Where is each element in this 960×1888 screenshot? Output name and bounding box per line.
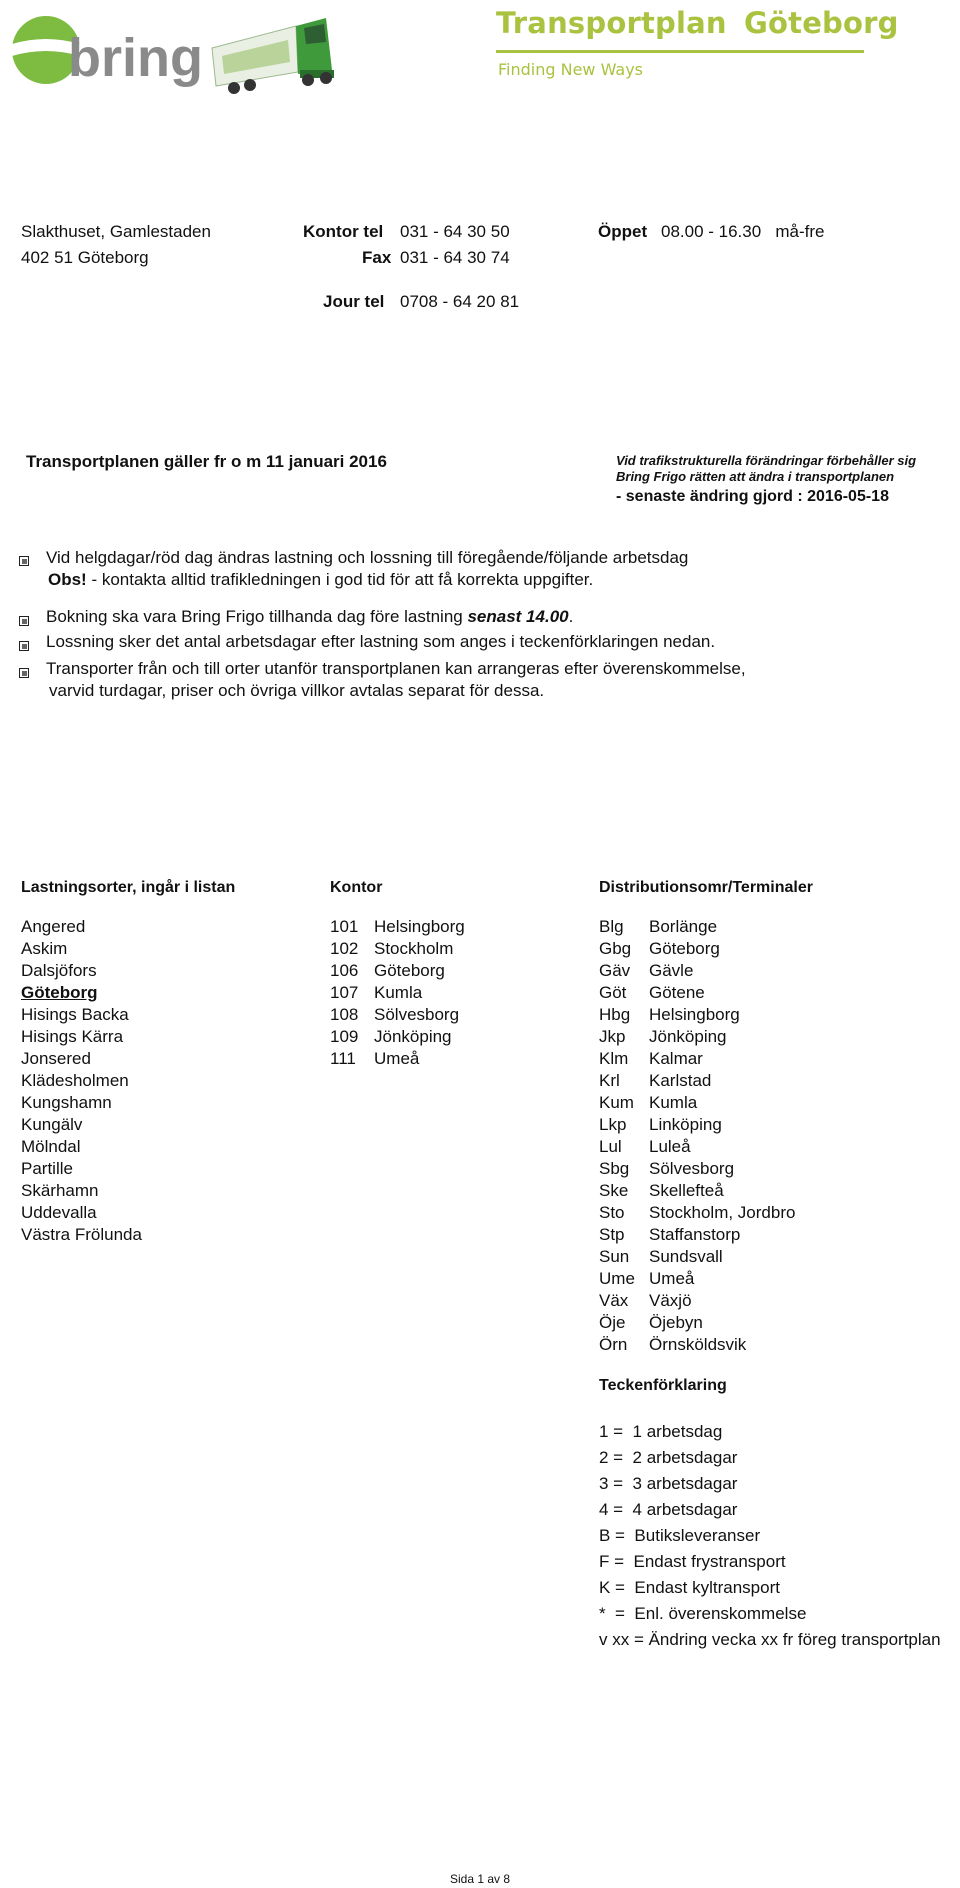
list-item: Kungälv bbox=[21, 1115, 83, 1134]
office-code: 108 bbox=[330, 1005, 359, 1024]
page-number: Sida 1 av 8 bbox=[449, 1872, 511, 1886]
legend-item: B = Butiksleveranser bbox=[599, 1526, 761, 1545]
truck-image bbox=[208, 12, 354, 104]
legend-item: 4 = 4 arbetsdagar bbox=[599, 1500, 738, 1519]
legend-item: F = Endast frystransport bbox=[599, 1552, 786, 1571]
terminal-code: Väx bbox=[599, 1291, 629, 1310]
terminal-name: Luleå bbox=[649, 1137, 691, 1156]
list-item: Klädesholmen bbox=[21, 1071, 129, 1090]
logo-text: bring bbox=[68, 28, 203, 88]
obs-label: Obs! bbox=[48, 570, 87, 589]
terminal-code: Hbg bbox=[599, 1005, 631, 1024]
list-item bbox=[330, 1026, 465, 1048]
legend-item: 3 = 3 arbetsdagar bbox=[599, 1474, 738, 1493]
terminal-code: Sun bbox=[599, 1247, 630, 1266]
terminal-code: Blg bbox=[599, 917, 624, 936]
list-item bbox=[599, 960, 795, 982]
terminal-code: Öje bbox=[599, 1313, 626, 1332]
jour-label: Jour tel bbox=[323, 292, 385, 311]
terminal-code: Göt bbox=[599, 983, 627, 1002]
header-tagline: Finding New Ways bbox=[498, 60, 643, 79]
loading-list bbox=[21, 916, 142, 1246]
terminal-name: Götene bbox=[649, 983, 705, 1002]
office-code: 106 bbox=[330, 961, 359, 980]
legend-list bbox=[599, 1419, 941, 1653]
terminal-name: Göteborg bbox=[649, 939, 720, 958]
booking-end: . bbox=[568, 607, 574, 626]
office-name: Sölvesborg bbox=[374, 1005, 460, 1024]
list-item: Askim bbox=[21, 939, 68, 958]
terminal-name: Örnsköldsvik bbox=[649, 1335, 747, 1354]
list-item bbox=[599, 1180, 795, 1202]
terminal-code: Sto bbox=[599, 1203, 625, 1222]
terminal-code: Lul bbox=[599, 1137, 622, 1156]
booking-deadline: senast 14.00 bbox=[467, 607, 569, 626]
terminal-code: Gbg bbox=[599, 939, 632, 958]
office-label: Kontor tel bbox=[303, 222, 384, 241]
terminal-code: Krl bbox=[599, 1071, 620, 1090]
list-item bbox=[330, 938, 465, 960]
office-name: Stockholm bbox=[374, 939, 454, 958]
list-item: Hisings Backa bbox=[21, 1005, 129, 1024]
list-item: Uddevalla bbox=[21, 1203, 97, 1222]
list-item bbox=[330, 982, 465, 1004]
rule-outside-plan-2: varvid turdagar, priser och övriga villkor avtalas separat för dessa. bbox=[49, 681, 545, 700]
list-item: Mölndal bbox=[21, 1137, 81, 1156]
terminal-code: Jkp bbox=[599, 1027, 626, 1046]
list-item bbox=[330, 1048, 465, 1070]
terminal-name: Helsingborg bbox=[649, 1005, 740, 1024]
list-item: Angered bbox=[21, 917, 86, 936]
bullet-icon bbox=[19, 668, 29, 678]
header-city: Göteborg bbox=[744, 6, 899, 40]
obs-text: - kontakta alltid trafikledningen i god tid för att få korrekta uppgifter. bbox=[86, 570, 594, 589]
list-item bbox=[599, 1114, 795, 1136]
list-item bbox=[21, 982, 142, 1004]
terminal-name: Linköping bbox=[649, 1115, 722, 1134]
terminal-code: Örn bbox=[599, 1335, 628, 1354]
terminal-name: Öjebyn bbox=[649, 1313, 703, 1332]
list-item bbox=[599, 982, 795, 1004]
terminal-code: Ske bbox=[599, 1181, 629, 1200]
office-code: 109 bbox=[330, 1027, 359, 1046]
terminal-list bbox=[599, 916, 795, 1356]
rule-unloading: Lossning sker det antal arbetsdagar efter lastning som anges i teckenförklaringen nedan. bbox=[46, 632, 716, 651]
list-item bbox=[599, 1026, 795, 1048]
list-item bbox=[599, 1202, 795, 1224]
legend-item: 2 = 2 arbetsdagar bbox=[599, 1448, 738, 1467]
list-item: Hisings Kärra bbox=[21, 1027, 124, 1046]
list-item bbox=[599, 1004, 795, 1026]
office-list bbox=[330, 916, 465, 1070]
office-name: Jönköping bbox=[374, 1027, 452, 1046]
list-item bbox=[599, 1158, 795, 1180]
terminal-name: Stockholm, Jordbro bbox=[649, 1203, 796, 1222]
dist-heading: Distributionsomr/Terminaler bbox=[599, 879, 813, 896]
rule-holiday-note bbox=[48, 570, 593, 590]
terminal-name: Kalmar bbox=[649, 1049, 703, 1068]
office-name: Göteborg bbox=[374, 961, 445, 980]
loading-heading: Lastningsorter, ingår i listan bbox=[21, 879, 236, 896]
terminal-code: Lkp bbox=[599, 1115, 627, 1134]
legend-item: K = Endast kyltransport bbox=[599, 1578, 780, 1597]
list-item: Västra Frölunda bbox=[21, 1225, 142, 1244]
open-label: Öppet bbox=[598, 222, 648, 241]
jour-phone: 0708 - 64 20 81 bbox=[400, 292, 520, 311]
terminal-name: Växjö bbox=[649, 1291, 692, 1310]
office-heading: Kontor bbox=[330, 879, 383, 896]
list-item bbox=[599, 938, 795, 960]
list-item bbox=[599, 1070, 795, 1092]
legend-heading: Teckenförklaring bbox=[599, 1377, 727, 1394]
office-phone: 031 - 64 30 50 bbox=[400, 222, 510, 241]
change-note-2: Bring Frigo rätten att ändra i transportplanen bbox=[616, 469, 895, 484]
open-hours: 08.00 - 16.30 må-fre bbox=[661, 222, 825, 241]
terminal-name: Borlänge bbox=[649, 917, 718, 936]
bullet-icon bbox=[19, 556, 29, 566]
list-item bbox=[599, 1290, 795, 1312]
list-item bbox=[599, 1246, 795, 1268]
fax-label: Fax bbox=[362, 248, 392, 267]
booking-text: Bokning ska vara Bring Frigo tillhanda dag före lastning bbox=[46, 607, 468, 626]
bullet-icon bbox=[19, 641, 29, 651]
rule-booking bbox=[46, 607, 573, 627]
list-item bbox=[599, 1224, 795, 1246]
header-title: Transportplan bbox=[496, 6, 727, 40]
office-name: Kumla bbox=[374, 983, 423, 1002]
list-item bbox=[599, 1136, 795, 1158]
office-name: Helsingborg bbox=[374, 917, 465, 936]
office-code: 102 bbox=[330, 939, 359, 958]
list-item: Jonsered bbox=[21, 1049, 91, 1068]
terminal-code: Kum bbox=[599, 1093, 634, 1112]
list-item: Skärhamn bbox=[21, 1181, 99, 1200]
terminal-name: Staffanstorp bbox=[649, 1225, 741, 1244]
terminal-code: Gäv bbox=[599, 961, 631, 980]
header-rule bbox=[496, 50, 864, 53]
terminal-name: Kumla bbox=[649, 1093, 698, 1112]
legend-item: 1 = 1 arbetsdag bbox=[599, 1422, 723, 1441]
office-code: 107 bbox=[330, 983, 359, 1002]
list-item: Partille bbox=[21, 1159, 73, 1178]
terminal-code: Klm bbox=[599, 1049, 629, 1068]
terminal-name: Sölvesborg bbox=[649, 1159, 735, 1178]
terminal-code: Stp bbox=[599, 1225, 625, 1244]
address-line-1: Slakthuset, Gamlestaden bbox=[21, 222, 211, 241]
list-item bbox=[330, 916, 465, 938]
list-item: Kungshamn bbox=[21, 1093, 112, 1112]
list-item bbox=[599, 916, 795, 938]
bring-logo bbox=[6, 4, 206, 96]
terminal-name: Jönköping bbox=[649, 1027, 727, 1046]
rule-holiday: Vid helgdagar/röd dag ändras lastning och lossning till föregående/följande arbetsdag bbox=[46, 548, 689, 567]
fax-number: 031 - 64 30 74 bbox=[400, 248, 510, 267]
terminal-code: Sbg bbox=[599, 1159, 630, 1178]
list-item bbox=[599, 1268, 795, 1290]
home-terminal: Göteborg bbox=[21, 983, 98, 1002]
validity-text: Transportplanen gäller fr o m 11 januari 2016 bbox=[26, 452, 387, 471]
list-item bbox=[330, 1004, 465, 1026]
rule-outside-plan-1: Transporter från och till orter utanför transportplanen kan arrangeras efter överenskommelse, bbox=[46, 659, 746, 678]
terminal-name: Sundsvall bbox=[649, 1247, 723, 1266]
terminal-name: Karlstad bbox=[649, 1071, 712, 1090]
list-item bbox=[599, 1334, 795, 1356]
list-item: Dalsjöfors bbox=[21, 961, 97, 980]
legend-item: * = Enl. överenskommelse bbox=[599, 1604, 807, 1623]
address-line-2: 402 51 Göteborg bbox=[21, 248, 149, 267]
bullet-icon bbox=[19, 616, 29, 626]
terminal-name: Umeå bbox=[649, 1269, 695, 1288]
change-note-1: Vid trafikstrukturella förändringar förbehåller sig bbox=[616, 453, 917, 468]
terminal-name: Gävle bbox=[649, 961, 694, 980]
terminal-code: Ume bbox=[599, 1269, 635, 1288]
list-item bbox=[599, 1092, 795, 1114]
terminal-name: Skellefteå bbox=[649, 1181, 724, 1200]
last-change: - senaste ändring gjord : 2016-05-18 bbox=[616, 488, 889, 505]
office-code: 111 bbox=[330, 1049, 356, 1068]
office-name: Umeå bbox=[374, 1049, 420, 1068]
legend-item: v xx = Ändring vecka xx fr föreg transportplan bbox=[599, 1630, 941, 1649]
list-item bbox=[599, 1312, 795, 1334]
list-item bbox=[330, 960, 465, 982]
office-code: 101 bbox=[330, 917, 359, 936]
list-item bbox=[599, 1048, 795, 1070]
